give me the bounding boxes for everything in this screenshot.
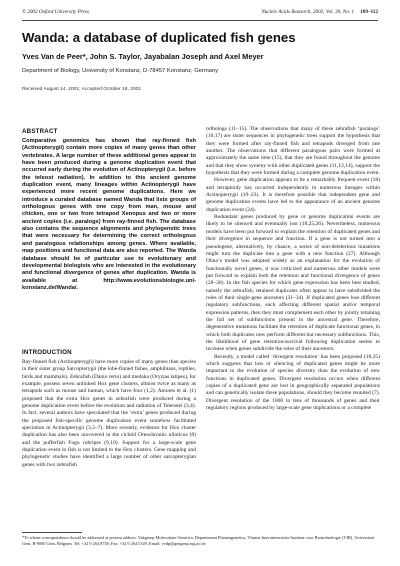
introduction-text: Ray-finned fish (Actinopterygii) have more copies of many genes than species in their sister group Sarcopterygii (the lobe-finned fishes, amphibians, reptiles, birds and mammals). Zebrafish (Danio rerio) and medaka (Oryzias latipes), for example, possess seven unlinked Hox gene clusters, almost twice as many as tetrapods such as mouse and human, which have four (1,2). Amores et al. (1) proposed that the extra Hox genes in zebrafish were produced during a genome duplication event before the evolution and radiation of Teleostei (3,4). In fact, several authors have speculated that the ‘extra’ genes produced during the proposed fish-specific genome duplication event somehow facilitated speciation in Actinopterygii (3,5–7). More recently, evidence for Hox cluster duplication has also been uncovered in the cichlid Oreochromis niloticus (8) and the pufferfish Fugu rubripes (9,10). Support for a large-scale gene duplication event in fish is not limited to the Hox clusters. Gene mapping and phylogenetic studies have identified a large number of other sarcopterygian genes with two zebrafish: [22, 359, 196, 468]
header-rule: [22, 20, 378, 21]
abstract-text: Comparative genomics has shown that ray-finned fish (Actinopterygii) contain more copies of many genes than other vertebrates. A large number of these additional genes appear to have been produced during a genome duplication event that occurred early during the evolution of Actinopterygii (i.e. before the teleost radiation). In addition to this ancient genome duplication event, many lineages within Actinopterygii have experienced more recent genome duplications. Here we introduce a curated database named Wanda that lists groups of orthologous genes with one copy from man, mouse and chicken, one or two from tetrapod Xenopus and two or more ancient copies (i.e. paralogs) from ray-finned fish. The database also contains the sequence alignments and phylogenetic trees that were necessary for determining the correct orthologous and paralogous relationships among genes. Where available, map positions and functional data are also reported. The Wanda database should be of particular use to evolutionary and developmental biologists who are interested in the evolutionary and functional divergence of genes after duplication. Wanda is available at http://www.evolutionsbiologie.uni-konstanz.de/Wanda/.: [22, 138, 196, 291]
body-paragraph: Redundant genes produced by gene or genome duplication events are likely to be silenced and eventually lost (18,25,26). Nevertheless, numerous models have been put forward to explain the retention of duplicated genes and their divergence in sequence and function. If a gene is not turned into a pseudogene, alternatively, by chance, a series of non-deleterious mutations might turn the duplicate into a gene with a new function (27). Although Ohno’s model was adopted widely as an explanation for the evolution of functionally novel genes, it was criticized and numerous other models were put forward to explain both the retention and functional divergence of genes (28–30). In the fish species for which gene expression has been best studied, namely the zebrafish, retained duplicates often appear to have subdivided the roles of their single-gene ancestors (31–34). If duplicated genes lose different regulatory subfunctions, each affecting different spatial and/or temporal expression patterns, then they must complement each other by jointly retaining the full set of subfunctions present in the ancestral gene. Therefore, degenerative mutations facilitate the retention of duplicate functional genes, in which both duplicates now perform different but necessary subfunctions. This, the likelihood of gene retention/survival following duplication seems to increase when genes subdivide the roles of their ancestors.: [206, 214, 380, 353]
correspondence-footnote: *To whom correspondence should be addressed at present address: Vakgroep Moleculaire Genetica, Departement Plantengenetica, Vlaams Interuniversitair Instituut voor Biotechnologie (VIB), Universiteit Gent, B-9000 Gent, Belgium. Tel: +32 9 264 8758; Fax: +32 9 264 5349; Email: yvdp@gengenp.rug.ac.be: [22, 535, 375, 546]
running-head: [22, 9, 378, 19]
journal-citation: [261, 9, 378, 15]
affiliation: Department of Biology, University of Konstanz, D-78457 Konstanz, Germany: [22, 68, 219, 74]
footnote-rule: [22, 532, 82, 533]
copyright-notice: © 2002 Oxford University Press: [22, 9, 89, 15]
body-paragraph: However, gene duplication appears to be a remarkably frequent event (18) and tetraploidy has occurred independently in numerous lineages within Actinopterygii (19–23). It is therefore possible that independent gene and genome duplication events have led to the appearance of an ancient genome duplication event (24).: [206, 177, 380, 213]
abstract-heading: ABSTRACT: [22, 128, 58, 135]
right-column-body: [206, 126, 380, 412]
introduction-heading: INTRODUCTION: [22, 349, 72, 356]
received-dates: Received August 14, 2001; Accepted October 18, 2001: [22, 87, 142, 92]
body-paragraph: orthologs (11–15). The observations that many of these zebrafish ‘paralogs’ (16,17) are sister sequences in phylogenetic trees support the hypothesis that they were formed after ray-finned fish and tetrapods diverged from one another. The observations that different paralogous pairs were formed at approximately the same time (15), that they are found throughout the genome and that they show synteny with other duplicated genes (11,12,14), support the hypothesis that they were formed during a complete genome duplication event.: [206, 126, 380, 177]
article-title: Wanda: a database of duplicated fish genes: [22, 30, 296, 45]
page-range: 109–112: [360, 9, 378, 15]
body-paragraph: Recently, a model called ‘divergent resolution’ has been proposed (18,35) which suggests that loss or silencing of duplicated genes might be more important to the evolution of species diversity than the evolution of new functions in duplicated genes. Divergent resolution occurs when different copies of a duplicated gene are lost in geographically separated populations and can genetically isolate these populations, should they become reunited (7). Divergent resolution of the 1000 to tens of thousands of genes and their regulatory regions produced by large-scale gene duplications or a complete: [206, 353, 380, 412]
author-list: Yves Van de Peer*, John S. Taylor, Jayabalan Joseph and Axel Meyer: [22, 52, 264, 61]
journal-reference: Nucleic Acids Research, 2002, Vol. 30, No. 1: [261, 9, 355, 15]
